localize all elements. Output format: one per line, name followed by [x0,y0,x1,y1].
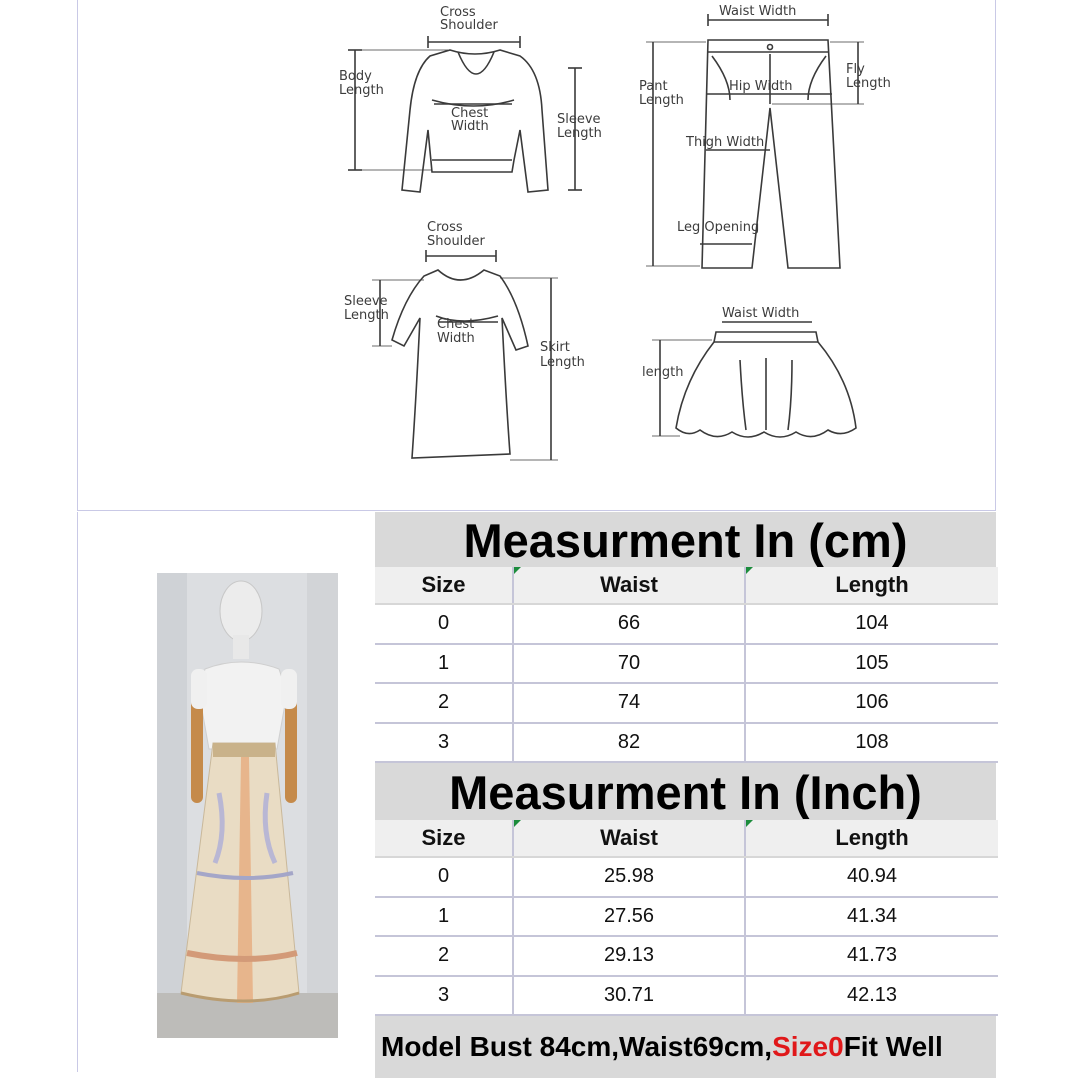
table-row [375,857,998,897]
table-row [375,723,998,763]
table-inch-title: Measurment In (Inch) [375,763,996,820]
label-top-cross-shoulder-2: Shoulder [440,18,498,33]
label-top-sleeve-1: Sleeve [557,112,601,127]
product-photo [157,573,338,1038]
label-fly-length-1: Fly [846,62,865,77]
cell-waist: 27.56 [513,897,745,937]
label-dress-chest-1: Chest [437,317,475,332]
header-waist-label: Waist [600,572,658,597]
header-length [745,820,998,857]
body-length-arrow [348,50,448,170]
header-waist-label: Waist [600,825,658,850]
model-note-size: Size0 [772,1031,844,1062]
label-top-chest-1: Chest [451,106,489,121]
label-hip-width: Hip Width [729,79,793,94]
table-inch [375,820,998,1016]
cell-waist: 30.71 [513,976,745,1016]
measurement-diagrams [0,0,1073,512]
cell-length: 108 [745,723,998,763]
label-body-length-1: Body [339,69,372,84]
cell-waist: 82 [513,723,745,763]
label-fly-length-2: Length [846,76,891,91]
dress-illustration [392,270,528,458]
cell-length: 42.13 [745,976,998,1016]
table-cm-title: Measurment In (cm) [375,512,996,567]
cell-size: 0 [375,857,513,897]
table-inch-header-row [375,820,998,857]
label-top-chest-2: Width [451,119,489,134]
model-note-fit: Fit Well [843,1031,943,1062]
cell-waist: 25.98 [513,857,745,897]
header-length-label: Length [835,572,909,597]
cell-size: 0 [375,604,513,644]
table-row [375,936,998,976]
label-thigh-width: Thigh Width [686,135,765,150]
table-cm-header-row [375,567,998,604]
table-row [375,976,998,1016]
cell-waist: 70 [513,644,745,684]
measurement-tables [375,512,996,1078]
header-size: Size [375,567,513,604]
model-fit-note [375,1016,996,1078]
cell-size: 3 [375,723,513,763]
cell-size: 2 [375,683,513,723]
cell-length: 105 [745,644,998,684]
label-dress-cross-shoulder-2: Shoulder [427,234,485,249]
label-leg-opening: Leg Opening [677,220,760,235]
cell-waist: 74 [513,683,745,723]
cell-length: 40.94 [745,857,998,897]
skirt-length-short-arrow [652,340,712,436]
cell-size: 1 [375,897,513,937]
label-skirt-waist-width: Waist Width [722,306,800,321]
label-dress-sleeve-2: Length [344,308,389,323]
label-top-cross-shoulder-1: Cross [440,5,476,20]
label-dress-sleeve-1: Sleeve [344,294,388,309]
table-row [375,604,998,644]
mannequin-skirt-image [157,573,338,1038]
label-dress-chest-2: Width [437,331,475,346]
header-length-label: Length [835,825,909,850]
label-pant-length-1: Pant [639,79,668,94]
label-body-length-2: Length [339,83,384,98]
table-row [375,897,998,937]
cell-waist: 66 [513,604,745,644]
label-skirt-length-short: length [642,365,684,380]
cell-size: 2 [375,936,513,976]
cell-length: 106 [745,683,998,723]
label-waist-width: Waist Width [719,4,797,19]
cell-waist: 29.13 [513,936,745,976]
label-pant-length-2: Length [639,93,684,108]
cell-size: 3 [375,976,513,1016]
header-length [745,567,998,604]
cell-size: 1 [375,644,513,684]
label-skirt-length-2: Length [540,355,585,370]
model-note-text: Model Bust 84cm,Waist69cm, [381,1031,773,1062]
header-size: Size [375,820,513,857]
label-top-sleeve-2: Length [557,126,602,141]
cell-length: 104 [745,604,998,644]
label-skirt-length-1: Skirt [540,340,570,355]
header-waist [513,820,745,857]
dress-cross-shoulder-arrow [426,250,496,262]
skirt-illustration [676,332,856,437]
table-cm [375,567,998,763]
table-row [375,683,998,723]
cell-length: 41.34 [745,897,998,937]
label-dress-cross-shoulder-1: Cross [427,220,463,235]
top-cross-shoulder-arrow [428,36,520,48]
cell-length: 41.73 [745,936,998,976]
table-row [375,644,998,684]
header-waist [513,567,745,604]
